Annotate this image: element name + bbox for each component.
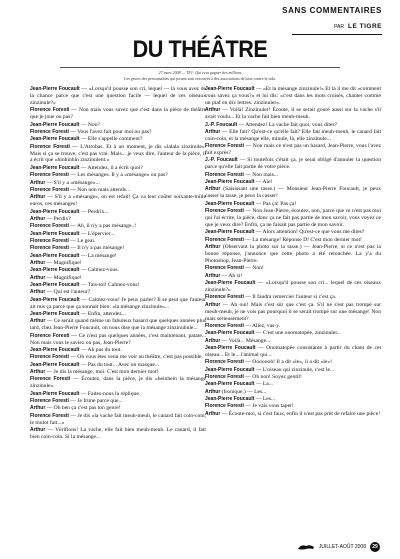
dialogue-line	[30, 391, 206, 398]
dialogue-line	[30, 144, 206, 165]
dialogue-line	[205, 294, 381, 301]
dialogue-text: — Calmez-vous.	[79, 267, 119, 274]
dialogue-text: — La...	[254, 381, 273, 388]
dialogue-text: — Ce serait quand même un fabuleux hasard que quelques années plus tard, chez Jean-Pierre Foucault, on nous dise que la mésange zinzinubule...	[30, 318, 206, 332]
dialogue-text: (Observant la photo sur la tasse.) — Jean-Pierre, si ce n'est pas la bonne réponse, j'annonce que cette photo a été retouchée. La y'a du Photoshop, Jean-Pierre.	[205, 244, 381, 264]
dialogue-line	[30, 260, 206, 267]
dialogue-text: — Il faudra remercier l'auteur si c'est ça.	[243, 294, 337, 301]
dialogue-text: — Ah oui! Mais c'est sûr que c'est ça. S'il ne s'est pas trompé sur meuh-meuh, je ne vois pas pourquoi il se serait trompé sur une mésange! Non mais sérieusement?	[205, 301, 381, 322]
speaker-name: Arthur	[205, 128, 221, 135]
speaker-name: Florence Foresti	[30, 223, 69, 230]
dialogue-text: (Ironique.) — Les...	[220, 388, 267, 395]
dialogue-line	[30, 427, 206, 441]
dialogue-text: — Écoutez, dans la pièce, je dis «heinhein la mésange zinzinule».	[30, 376, 206, 390]
tiger-logo-icon	[297, 543, 315, 551]
dialogue-text: — Magnifique!	[45, 259, 82, 266]
speaker-name: Florence Foresti	[30, 332, 70, 339]
dialogue-text: — Oh ben ça c'est pas ton genre!	[45, 405, 121, 412]
speaker-name: Arthur	[30, 215, 46, 222]
dialogue-text: — Vérifions! La vache, elle fait bien meuh-meuh. Le canard, il fait bien coin-coin. Si la mésange...	[30, 426, 206, 440]
dialogue-text: — Ce n'est pas quelques années, c'est maintenant, patate... Non mais vous le saviez ou pas, Jean-Pierre?	[30, 332, 206, 346]
speaker-name: Arthur	[30, 274, 46, 281]
dialogue-text: — Attendez, il a écrit quoi?	[79, 164, 143, 171]
speaker-name: Arthur	[30, 179, 46, 186]
speaker-name: Jean-Pierre Foucault	[30, 310, 80, 317]
speaker-name: Florence Foresti	[30, 354, 69, 361]
speaker-name: Arthur	[205, 301, 221, 308]
dialogue-line	[30, 347, 206, 354]
dialogue-text: — Pas du tout... Avec un masque...	[79, 361, 160, 368]
speaker-name: Florence Foresti	[30, 172, 69, 179]
dialogue-line	[205, 244, 381, 265]
dialogue-text: — Je frime parce que...	[68, 397, 123, 404]
dialogue-text: — «Lorsqu'il pousse son cri... lequel de ces oiseaux zinzinule?»	[205, 279, 381, 293]
speaker-name: Florence Foresti	[30, 412, 69, 419]
dialogue-line	[30, 136, 206, 143]
speaker-name: J.-P. Foucault	[205, 121, 238, 128]
dialogue-line	[30, 223, 206, 230]
dialogue-line	[30, 282, 206, 289]
issue-date: JUILLET-AOÛT 2008	[318, 544, 366, 550]
speaker-name: Arthur	[30, 405, 46, 412]
dialogue-text: — Pas ça! Pas ça!	[254, 200, 297, 207]
speaker-name: Florence Foresti	[205, 359, 244, 366]
dialogue-line	[30, 187, 206, 194]
dialogue-text: — Tais-toi! Calmez-vous!	[79, 281, 140, 288]
speaker-name: Arthur	[205, 337, 221, 344]
dialogue-text: — La mésange! Réponse D! C'est mon dernier mot!	[243, 236, 362, 243]
speaker-name: Florence Foresti	[205, 143, 245, 150]
dialogue-line	[30, 405, 206, 412]
dialogue-text: — Non Jean-Pierre, écoutez, non, parce que ce n'est pas moi qui l'ai écrite, la pièce, donc ça ne fait pas partie de mon savoir, vous voyez ce que je veux dire? Enfin, ça ne faisait pas partie de mon savoir.	[205, 208, 381, 229]
subtitle-line-2: Les gestes des personnalités qui posent sont retrouvés à des associations de lutte contre le sida.	[124, 76, 276, 81]
dialogue-text: — Je dis «la vache fait meuh-meuh, le canard fait coin-coin, le mulot fait...»	[30, 412, 206, 426]
dialogue-line	[205, 374, 381, 381]
dialogue-text: — Vous l'avez fait pour moi ou pas?	[68, 128, 152, 135]
dialogue-line	[205, 229, 381, 236]
speaker-name: Jean-Pierre Foucault	[205, 86, 255, 92]
dialogue-text: — Perdrix...	[79, 208, 109, 215]
dialogue-line	[205, 330, 381, 337]
dialogue-text: — L'épervier...	[79, 230, 115, 237]
dialogue-text: — Enfin, attendez...	[79, 310, 126, 317]
speaker-name: Florence Foresti	[30, 107, 70, 114]
subtitle-line: 27 mars 2008 — TF1: Qui veut gagner des millions	[158, 70, 242, 75]
dialogue-line	[205, 265, 381, 272]
speaker-name: Jean-Pierre Foucault	[30, 252, 80, 259]
dialogue-line	[205, 338, 381, 345]
dialogue-text: — Non mais...	[243, 171, 279, 178]
speaker-name: Jean-Pierre Foucault	[205, 366, 255, 373]
dialogue-text: — Elle fait? Qu'est-ce qu'elle fait? Elle fait meuh-meuh, le canard fait coin-coin, et la mésange elle, minule, là, elle zinzinule...	[205, 128, 381, 142]
speaker-name: Jean-Pierre Foucault	[30, 267, 80, 274]
page-title: DU THÉÂTRE	[132, 36, 268, 63]
dialogue-line	[205, 86, 381, 107]
speaker-name: Florence Foresti	[205, 294, 244, 301]
left-column	[30, 86, 206, 441]
dialogue-line	[205, 122, 381, 129]
dialogue-line	[205, 208, 381, 229]
speaker-name: Jean-Pierre Foucault	[30, 164, 80, 171]
speaker-name: Jean-Pierre Foucault	[30, 361, 80, 368]
dialogue-line	[205, 172, 381, 179]
speaker-name: Florence Foresti	[30, 128, 69, 135]
dialogue-line	[205, 389, 381, 396]
dialogue-text: — Attendez! La vache fait quoi, vous dites?	[237, 121, 338, 128]
speaker-name: Arthur	[205, 107, 221, 114]
dialogue-text: — Il n'y a pas mésange!	[68, 245, 125, 252]
speaker-name: Arthur	[205, 388, 221, 395]
section-label: SANS COMMENTAIRES	[282, 6, 382, 15]
speaker-name: Arthur	[30, 318, 46, 325]
dialogue-text: — Non mais ce n'est pas un hasard, Jean-Pierre, vous l'avez fait exprès?	[205, 143, 381, 157]
dialogue-text: — «Lorsqu'il pousse son cri, lequel — là vous avez de la chance parce que c'est une question facile — lequel de ces oiseaux zinzinule?»	[30, 86, 206, 106]
footer	[297, 542, 380, 552]
dialogue-line	[30, 238, 206, 245]
speaker-name: Florence Foresti	[30, 143, 70, 150]
dialogue-line	[205, 403, 381, 410]
speaker-name: Jean-Pierre Foucault	[30, 136, 80, 143]
dialogue-line	[30, 376, 206, 390]
speaker-name: Jean-Pierre Foucault	[205, 279, 256, 286]
speaker-name: Arthur	[30, 289, 46, 296]
masthead-rule	[292, 34, 382, 35]
dialogue-line	[30, 172, 206, 179]
speaker-name: Florence Foresti	[205, 208, 244, 215]
right-column	[205, 86, 381, 418]
dialogue-text: — Non mais vous savez que c'est dans la pièce de théâtre que je joue ou pas?	[30, 107, 206, 121]
dialogue-line	[30, 354, 206, 361]
dialogue-text: — Faites-nous la réplique.	[79, 390, 141, 397]
speaker-name: Arthur	[205, 410, 221, 417]
speaker-name: Jean-Pierre Foucault	[30, 230, 80, 237]
dialogue-text: — Oh non! Soyez gentil!	[243, 373, 302, 380]
dialogue-line	[30, 311, 206, 318]
dialogue-text: — Écoute-moi, si c'est faux, enfin il n'est pas prêt de refaire une pièce!	[220, 410, 381, 417]
dialogue-text: — Oh vous êtes venu me voir au théâtre, c'est pas possible.	[68, 354, 203, 361]
dialogue-line	[205, 367, 381, 374]
speaker-name: Jean-Pierre Foucault	[30, 208, 80, 215]
dialogue-text: — Aïe!	[254, 179, 273, 186]
dialogue-line	[30, 231, 206, 238]
dialogue-line	[30, 289, 206, 296]
dialogue-text: — Je vais vous taper!	[243, 403, 294, 410]
dialogue-text: — Je dis la mésange, moi. C'est mon dernier mot!	[45, 368, 159, 375]
dialogue-text: — C'est une onomatopée, zinzinuler...	[254, 330, 342, 337]
title-rule	[60, 67, 340, 68]
dialogue-line	[205, 411, 381, 418]
dialogue-text: — Alors attention! Qu'est-ce que vous me dites?	[254, 229, 365, 236]
dialogue-line	[205, 280, 381, 294]
dialogue-text: — Si toutefois c'était ça, je serai obligé d'annuler la question parce qu'elle fait partie de votre pièce.	[205, 157, 381, 171]
dialogue-line	[205, 396, 381, 403]
dialogue-line	[205, 107, 381, 121]
speaker-name: Jean-Pierre Foucault	[205, 330, 255, 337]
speaker-name: Jean-Pierre Foucault	[30, 121, 80, 128]
dialogue-line	[30, 129, 206, 136]
speaker-name: Jean-Pierre Foucault	[30, 346, 80, 353]
dialogue-text: — Non!	[243, 265, 264, 272]
speaker-name: Jean-Pierre Foucault	[205, 395, 255, 402]
dialogue-line	[30, 194, 206, 208]
dialogue-line	[30, 86, 206, 107]
dialogue-line	[205, 345, 381, 359]
speaker-name: Jean-Pierre Foucault	[205, 344, 256, 351]
speaker-name: Jean-Pierre Foucault	[205, 381, 255, 388]
dialogue-text: — Qui est l'auteur?	[45, 289, 91, 296]
dialogue-line	[30, 318, 206, 332]
dialogue-line	[30, 362, 206, 369]
dialogue-text: — Voilà! Zinzinuler! Écoute, il se serait gouré aussi sur la vache s'il avait voulu... Et la vache fait bien meuh-meuh.	[205, 107, 381, 121]
speaker-name: Jean-Pierre Foucault	[205, 200, 255, 207]
dialogue-text: — Magnifique!	[45, 274, 82, 281]
dialogue-text: — Ah pas du tout.	[79, 346, 122, 353]
dialogue-text: — Les...	[254, 395, 276, 402]
dialogue-text: — Allez, vas-y.	[243, 322, 281, 329]
speaker-name: Florence Foresti	[30, 245, 69, 252]
speaker-name: Florence Foresti	[30, 376, 71, 383]
speaker-name: Jean-Pierre Foucault	[205, 179, 255, 186]
dialogue-text: — S'il y a «mésange», on est refait! Ça va leur coûter soixante-mille euros, ces mésanges!	[30, 194, 206, 208]
speaker-name: Jean-Pierre Foucault	[30, 390, 80, 397]
dialogue-line	[205, 143, 381, 157]
dialogue-text: — Les mésanges. Il y a «mésange» ou pas?	[68, 172, 168, 179]
dialogue-text: — Non?	[79, 121, 100, 128]
dialogue-text: — Non non mais attends...	[68, 186, 131, 193]
dialogue-text: (Saisissant une tasse.) — Monsieur Jean-Pierre Foucault, je peux casser la tasse, je peux la casser!	[205, 186, 381, 200]
speaker-name: Arthur	[205, 186, 221, 193]
dialogue-line	[30, 369, 206, 376]
speaker-name: Arthur	[205, 244, 221, 251]
dialogue-line	[30, 107, 206, 121]
speaker-name: J.-P. Foucault	[205, 157, 238, 164]
par-label: PAR	[334, 24, 345, 30]
dialogue-text: — La mésange!	[79, 252, 117, 259]
dialogue-text: — Calmez-vous! Je peux parler? Il se peut que l'auteur ait mis ça parce que ça sonnait bien: «la mésange zinzinule»...	[30, 296, 206, 310]
dialogue-text: — Le geai.	[68, 237, 96, 244]
speaker-name: Arthur	[30, 368, 46, 375]
dialogue-line	[30, 245, 206, 252]
dialogue-line	[30, 398, 206, 405]
speaker-name: Arthur	[30, 426, 46, 433]
speaker-name: Arthur	[30, 259, 46, 266]
speaker-name: Florence Foresti	[205, 403, 244, 410]
dialogue-line	[205, 359, 381, 366]
speaker-name: Florence Foresti	[205, 265, 244, 272]
dialogue-text: — Ah si!	[220, 272, 243, 279]
dialogue-text: — Ah, il n'y a pas mésange..!	[68, 223, 137, 230]
dialogue-line	[30, 165, 206, 172]
dialogue-line	[30, 253, 206, 260]
dialogue-line	[205, 157, 381, 171]
dialogue-line	[30, 413, 206, 427]
dialogue-line	[205, 273, 381, 280]
dialogue-text: — «Et la mésange zinzinule!» Et là il me dit «comment vous savez ça vous?» et lui dis: «c'est dans les mots croisés, chanter comme un piaf en dix lettres: zinzinuler».	[205, 86, 381, 106]
dialogue-text: — Elle s'appelle comment?	[79, 136, 143, 143]
speaker-name: Jean-Pierre Foucault	[30, 296, 80, 303]
dialogue-text: — L'oiseau qui zinzinule, c'est le...	[254, 366, 335, 373]
dialogue-text: — Perdix?	[45, 215, 71, 222]
dialogue-text: — S'il y a «mésange»...	[45, 179, 100, 186]
dialogue-text: — L'Atrobas. Et à un moment, je dis «lalala zinzinule». Mais si ça se trouve, c'est pas vrai. Mais... je veux dire, l'auteur de la pièce, il a écrit que «hinhinhin zinzinulent.»	[30, 143, 206, 164]
speaker-name: Florence Foresti	[30, 186, 69, 193]
dialogue-line	[30, 209, 206, 216]
dialogue-line	[30, 216, 206, 223]
dialogue-line	[30, 122, 206, 129]
masthead	[242, 6, 382, 35]
speaker-name: Jean-Pierre Foucault	[30, 281, 80, 288]
dialogue-line	[205, 323, 381, 330]
dialogue-line	[30, 297, 206, 311]
dialogue-line	[30, 333, 206, 347]
dialogue-line	[205, 186, 381, 200]
dialogue-line	[30, 180, 206, 187]
brand-label: LE TIGRE	[348, 23, 382, 30]
speaker-name: Florence Foresti	[205, 171, 244, 178]
dialogue-line	[205, 237, 381, 244]
dialogue-line	[205, 381, 381, 388]
speaker-name: Arthur	[30, 194, 46, 201]
dialogue-line	[30, 267, 206, 274]
speaker-name: Florence Foresti	[205, 236, 244, 243]
dialogue-text: — Voilà... Mésange...	[220, 337, 271, 344]
dialogue-line	[30, 275, 206, 282]
speaker-name: Jean-Pierre Foucault	[30, 86, 80, 92]
speaker-name: Florence Foresti	[30, 237, 69, 244]
dialogue-text: — Ooooooh! Il a dit «le», il a dit «le»!	[243, 359, 332, 366]
speaker-name: Arthur	[205, 272, 221, 279]
page-number: 29	[370, 542, 380, 552]
dialogue-line	[205, 129, 381, 143]
dialogue-line	[205, 201, 381, 208]
speaker-name: Florence Foresti	[205, 322, 244, 329]
dialogue-text: — Onomatopée consistante à partir du chant de cet oiseau... Et le... l'animal qui...	[205, 344, 381, 358]
speaker-name: Florence Foresti	[30, 397, 69, 404]
dialogue-line	[205, 302, 381, 323]
speaker-name: Florence Foresti	[205, 373, 244, 380]
speaker-name: Jean-Pierre Foucault	[205, 229, 255, 236]
